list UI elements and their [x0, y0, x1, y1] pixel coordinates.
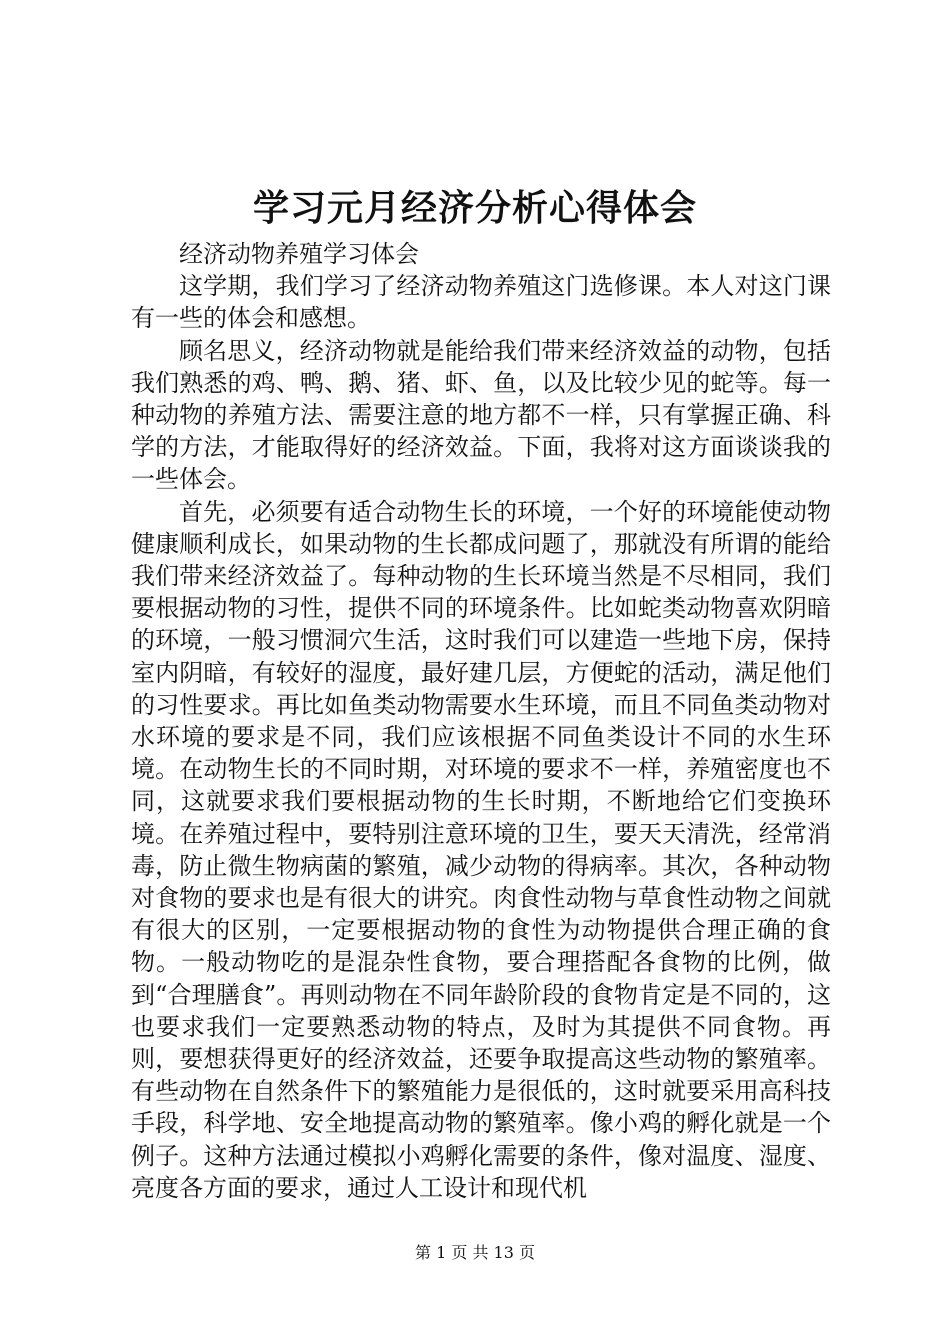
document-title: 学习元月经济分析心得体会: [252, 187, 697, 229]
document-body: [131, 238, 831, 1204]
body-paragraph: 顾名思义，经济动物就是能给我们带来经济效益的动物，包括我们熟悉的鸡、鸭、鹅、猪、虾、鱼，以及比较少见的蛇等。每一种动物的养殖方法、需要注意的地方都不一样，只有掌握正确、科学的方法，才能取得好的经济效益。下面，我将对这方面谈谈我的一些体会。: [131, 336, 831, 494]
body-paragraph: 这学期，我们学习了经济动物养殖这门选修课。本人对这门课有一些的体会和感想。: [131, 272, 831, 333]
body-paragraph: 首先，必须要有适合动物生长的环境，一个好的环境能使动物健康顺利成长，如果动物的生长都成问题了，那就没有所谓的能给我们带来经济效益了。每种动物的生长环境当然是不尽相同，我们要根据动物的习性，提供不同的环境条件。比如蛇类动物喜欢阴暗的环境，一般习惯洞穴生活，这时我们可以建造一些地下房，保持室内阴暗，有较好的湿度，最好建几层，方便蛇的活动，满足他们的习性要求。再比如鱼类动物需要水生环境，而且不同鱼类动物对水环境的要求是不同，我们应该根据不同鱼类设计不同的水生环境。在动物生长的不同时期，对环境的要求不一样，养殖密度也不同，这就要求我们要根据动物的生长时期，不断地给它们变换环境。在养殖过程中，要特别注意环境的卫生，要天天清洗，经常消毒，防止微生物病菌的繁殖，减少动物的得病率。其次，各种动物对食物的要求也是有很大的讲究。肉食性动物与草食性动物之间就有很大的区别，一定要根据动物的食性为动物提供合理正确的食物。一般动物吃的是混杂性食物，要合理搭配各食物的比例，做到“合理膳食”。再则动物在不同年龄阶段的食物肯定是不同的，这也要求我们一定要熟悉动物的特点，及时为其提供不同食物。再则，要想获得更好的经济效益，还要争取提高这些动物的繁殖率。有些动物在自然条件下的繁殖能力是很低的，这时就要采用高科技手段，科学地、安全地提高动物的繁殖率。像小鸡的孵化就是一个例子。这种方法通过模拟小鸡孵化需要的条件，像对温度、湿度、亮度各方面的要求，通过人工设计和现代机: [131, 497, 831, 1202]
page-footer: 第 1 页 共 13 页: [415, 1243, 535, 1262]
subtitle-paragraph: 经济动物养殖学习体会: [179, 240, 419, 268]
